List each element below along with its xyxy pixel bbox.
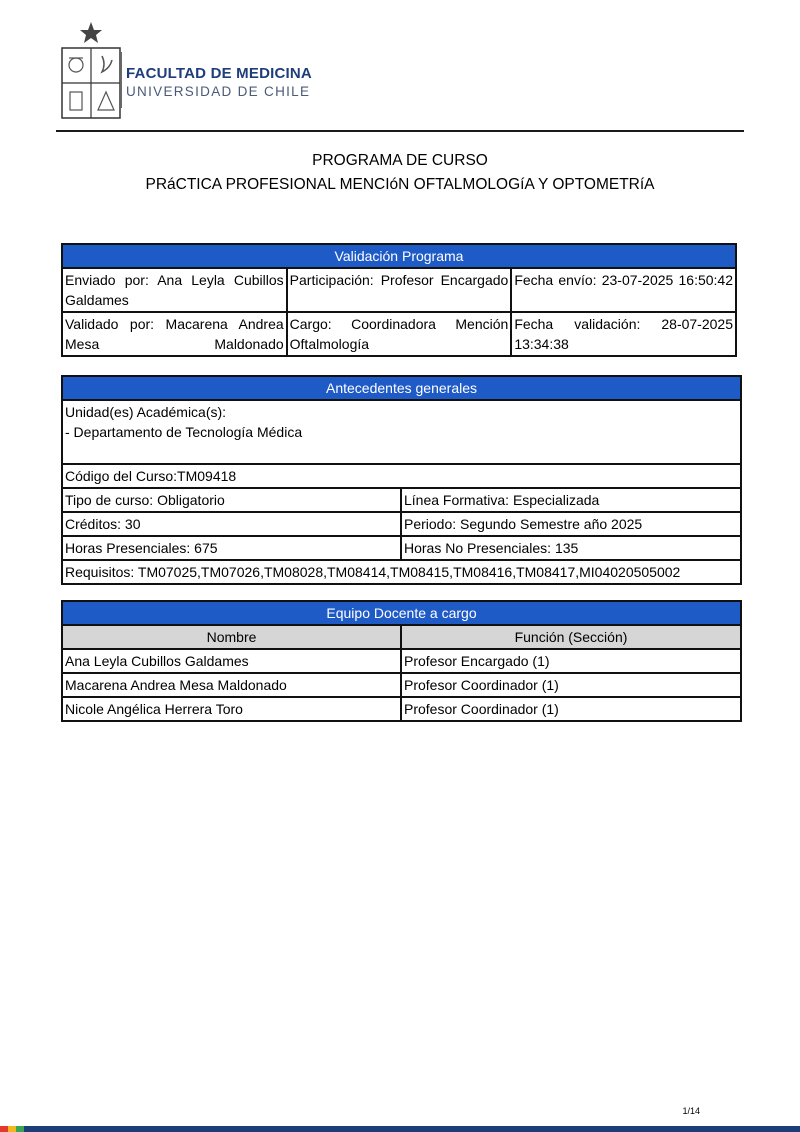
general-info-heading: Antecedentes generales bbox=[62, 376, 741, 400]
validation-table bbox=[61, 243, 737, 357]
general-info-table bbox=[61, 375, 742, 585]
document-title: PROGRAMA DE CURSO bbox=[312, 152, 488, 169]
participation: Participación: Profesor Encargado bbox=[287, 268, 512, 312]
footer-color-bar bbox=[0, 1126, 800, 1132]
period: Periodo: Segundo Semestre año 2025 bbox=[401, 512, 741, 536]
teacher-role: Profesor Coordinador (1) bbox=[401, 673, 741, 697]
sent-by: Enviado por: Ana Leyla Cubillos Galdames bbox=[62, 268, 287, 312]
course-type: Tipo de curso: Obligatorio bbox=[62, 488, 401, 512]
academic-units bbox=[62, 400, 741, 464]
page-header bbox=[56, 20, 744, 132]
logo-divider bbox=[121, 52, 122, 108]
teacher-role: Profesor Coordinador (1) bbox=[401, 697, 741, 721]
remote-hours: Horas No Presenciales: 135 bbox=[401, 536, 741, 560]
position: Cargo: Coordinadora Mención Oftalmología bbox=[287, 312, 512, 356]
course-code: Código del Curso:TM09418 bbox=[62, 464, 741, 488]
academic-units-label: Unidad(es) Académica(s): bbox=[65, 404, 227, 420]
teacher-name: Nicole Angélica Herrera Toro bbox=[62, 697, 401, 721]
validation-heading: Validación Programa bbox=[62, 244, 736, 268]
requirements: Requisitos: TM07025,TM07026,TM08028,TM08414,TM08415,TM08416,TM08417,MI04020505002 bbox=[62, 560, 741, 584]
validation-date: Fecha validación: 28-07-2025 13:34:38 bbox=[511, 312, 736, 356]
validated-by: Validado por: Macarena Andrea Mesa Maldonado bbox=[62, 312, 287, 356]
table-row bbox=[62, 697, 741, 721]
teacher-name: Ana Leyla Cubillos Galdames bbox=[62, 649, 401, 673]
course-title: PRáCTICA PROFESIONAL MENCIóN OFTALMOLOGíA Y OPTOMETRíA bbox=[145, 176, 655, 193]
table-row bbox=[62, 649, 741, 673]
university-name: UNIVERSIDAD DE CHILE bbox=[126, 84, 311, 99]
teacher-role: Profesor Encargado (1) bbox=[401, 649, 741, 673]
teaching-team-table bbox=[61, 600, 742, 722]
credits: Créditos: 30 bbox=[62, 512, 401, 536]
column-header-name: Nombre bbox=[62, 625, 401, 649]
faculty-name: FACULTAD DE MEDICINA bbox=[126, 65, 312, 82]
teaching-team-heading: Equipo Docente a cargo bbox=[62, 601, 741, 625]
sent-date: Fecha envío: 23-07-2025 16:50:42 bbox=[511, 268, 736, 312]
training-line: Línea Formativa: Especializada bbox=[401, 488, 741, 512]
academic-units-value: - Departamento de Tecnología Médica bbox=[65, 424, 303, 440]
column-header-role: Función (Sección) bbox=[401, 625, 741, 649]
university-seal-icon bbox=[58, 20, 124, 122]
page-number: 1/14 bbox=[682, 1106, 700, 1116]
in-person-hours: Horas Presenciales: 675 bbox=[62, 536, 401, 560]
table-row bbox=[62, 673, 741, 697]
teacher-name: Macarena Andrea Mesa Maldonado bbox=[62, 673, 401, 697]
